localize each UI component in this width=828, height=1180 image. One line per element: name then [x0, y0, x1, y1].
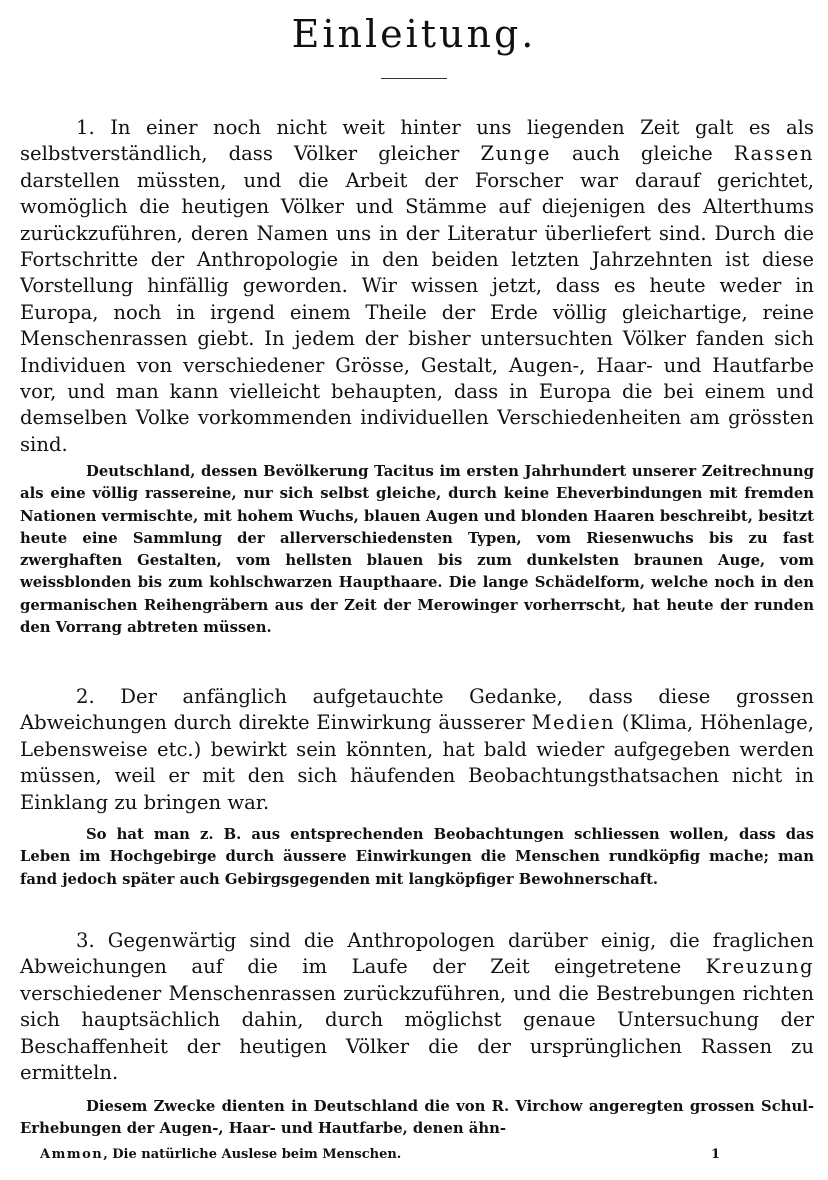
page-number: 1 [710, 1147, 720, 1162]
paragraph-2-emph-medien: Medien [531, 711, 616, 735]
paragraph-1-emph-zunge: Zunge [480, 142, 551, 166]
footer-author: Ammon [40, 1147, 104, 1162]
page-title: Einleitung. [291, 12, 537, 56]
paragraph-2-text-c: (Klima, Höhenlage, Lebensweise etc.) bewirkt sein könnten, hat bald wieder aufgegeben werden müssen, weil er mit den sich häufenden Beobachtungsthatsachen nicht in Einklang zu bringen war. [20, 711, 815, 814]
paragraph-1-text-a: 1. In einer noch nicht weit hinter uns liegenden Zeit galt es als selbstverständlich, dass Völker gleicher [20, 116, 814, 166]
paragraph-3 [20, 928, 814, 1086]
footer-book-title: , Die natürliche Auslese beim Menschen. [103, 1147, 402, 1162]
note-1: Deutschland, dessen Bevölkerung Tacitus im ersten Jahrhundert unserer Zeitrechnung als eine völlig rassereine, nur sich selbst gleiche, durch keine Eheverbindungen mit fremden Nationen vermischte, mit hohem Wuchs, blauen Augen und blonden Haaren beschreibt, besitzt heute eine Sammlung der allerverschiedensten Typen, vom Riesenwuchs bis zu fast zwerghaften Gestalten, vom hellsten blauen bis zum dunkelsten braunen Auge, vom weissblonden bis zum kohlschwarzen Haupthaare. Die lange Schädelform, welche noch in den germanischen Reihengräbern aus der Zeit der Merowinger vorherrscht, hat heute der runden den Vorrang abtreten müssen. [20, 463, 814, 637]
paragraph-3-emph-kreuzung: Kreuzung [705, 955, 814, 979]
paragraph-2 [20, 684, 814, 816]
note-2: So hat man z. B. aus entsprechenden Beobachtungen schliessen wollen, dass das Leben im Hochgebirge durch äussere Einwirkungen die Menschen rundköpfig mache; man fand jedoch später auch Gebirgsgegenden mit langköpfiger Bewohnerschaft. [20, 826, 814, 888]
title-divider [381, 78, 447, 79]
footer-citation [40, 1146, 401, 1164]
paragraph-1-text-c: auch gleiche [550, 142, 734, 166]
note-3: Diesem Zwecke dienten in Deutschland die von R. Virchow angeregten grossen Schul-Erhebungen der Augen-, Haar- und Hautfarbe, denen ähn- [20, 1098, 814, 1138]
page-footer [40, 1146, 720, 1164]
paragraph-3-text-a: 3. Gegenwärtig sind die Anthropologen darüber einig, die fraglichen Abweichungen auf die im Laufe der Zeit eingetretene [20, 929, 814, 979]
paragraph-3-text-c: verschiedener Menschenrassen zurückzuführen, und die Bestrebungen richten sich hauptsächlich dahin, durch möglichst genaue Untersuchung der Beschaffenheit der heutigen Völker die der ursprünglichen Rassen zu ermitteln. [20, 981, 814, 1085]
paragraph-1 [20, 115, 814, 458]
paragraph-1-emph-rassen: Rassen [733, 142, 814, 166]
paragraph-1-text-e: darstellen müssten, und die Arbeit der Forscher war darauf gerichtet, womöglich die heutigen Völker und Stämme auf diejenigen des Alterthums zurückzuführen, deren Namen uns in der Literatur überliefert sind. Durch die Fortschritte der Anthropologie in den beiden letzten Jahrzehnten ist diese Vorstellung hinfällig geworden. Wir wissen jetzt, dass es heute weder in Europa, noch in irgend einem Theile der Erde völlig gleichartige, reine Menschenrassen giebt. In jedem der bisher untersuchten Völker fanden sich Individuen von verschiedener Grösse, Gestalt, Augen-, Haar- und Hautfarbe vor, und man kann vielleicht behaupten, dass in Europa die bei einem und demselben Volke vorkommenden individuellen Verschiedenheiten am grössten sind. [20, 168, 814, 456]
paragraph-2-text-a: 2. Der anfänglich aufgetauchte Gedanke, dass diese grossen Abweichungen durch direkte Einwirkung äusserer [20, 685, 814, 735]
